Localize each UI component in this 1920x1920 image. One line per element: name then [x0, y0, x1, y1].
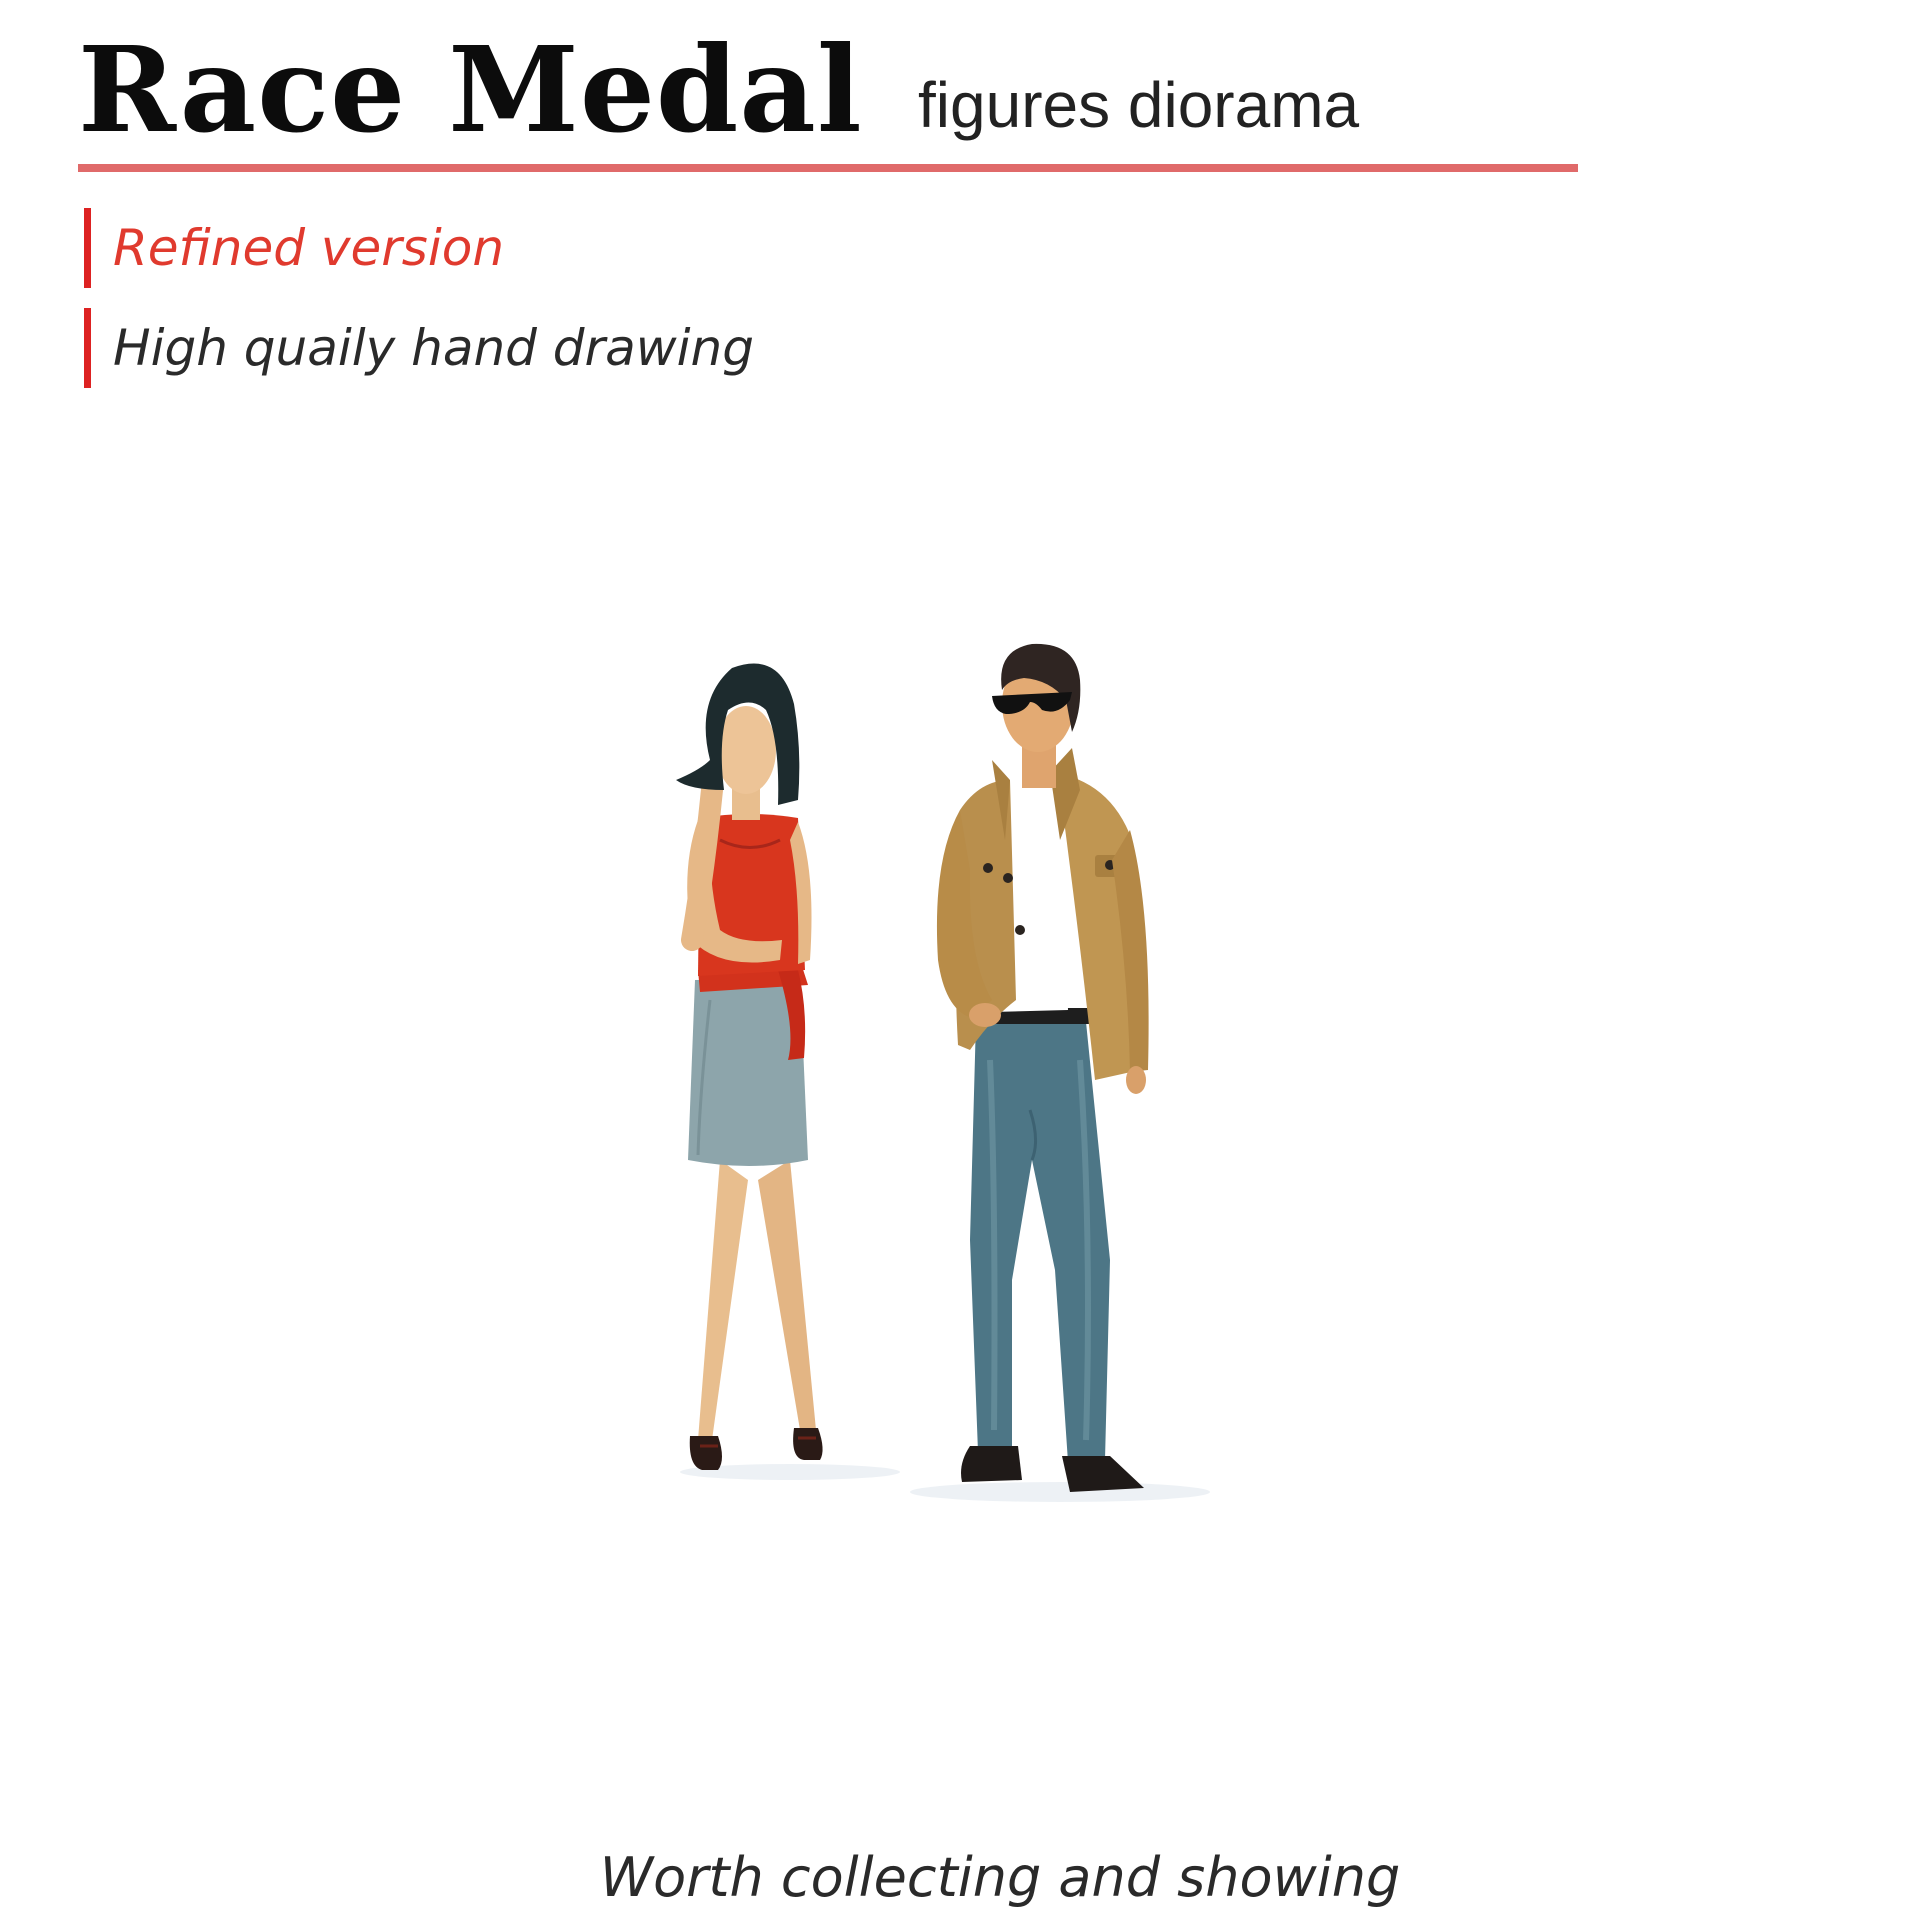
man-figure — [937, 644, 1149, 1492]
product-figures-image — [640, 640, 1280, 1520]
ground-shadow — [910, 1482, 1210, 1502]
brand-title: Race Medal — [78, 20, 863, 159]
feature-hand-drawing: High quaily hand drawing — [84, 308, 754, 388]
footer-tagline: Worth collecting and showing — [599, 1846, 1401, 1909]
header — [78, 20, 1578, 159]
feature-refined-version: Refined version — [84, 208, 504, 288]
woman-figure — [676, 664, 823, 1471]
jacket-button — [983, 863, 993, 873]
header-divider — [78, 164, 1578, 172]
jacket-button — [1003, 873, 1013, 883]
brand-subtitle: figures diorama — [918, 69, 1360, 141]
jacket-button — [1015, 925, 1025, 935]
